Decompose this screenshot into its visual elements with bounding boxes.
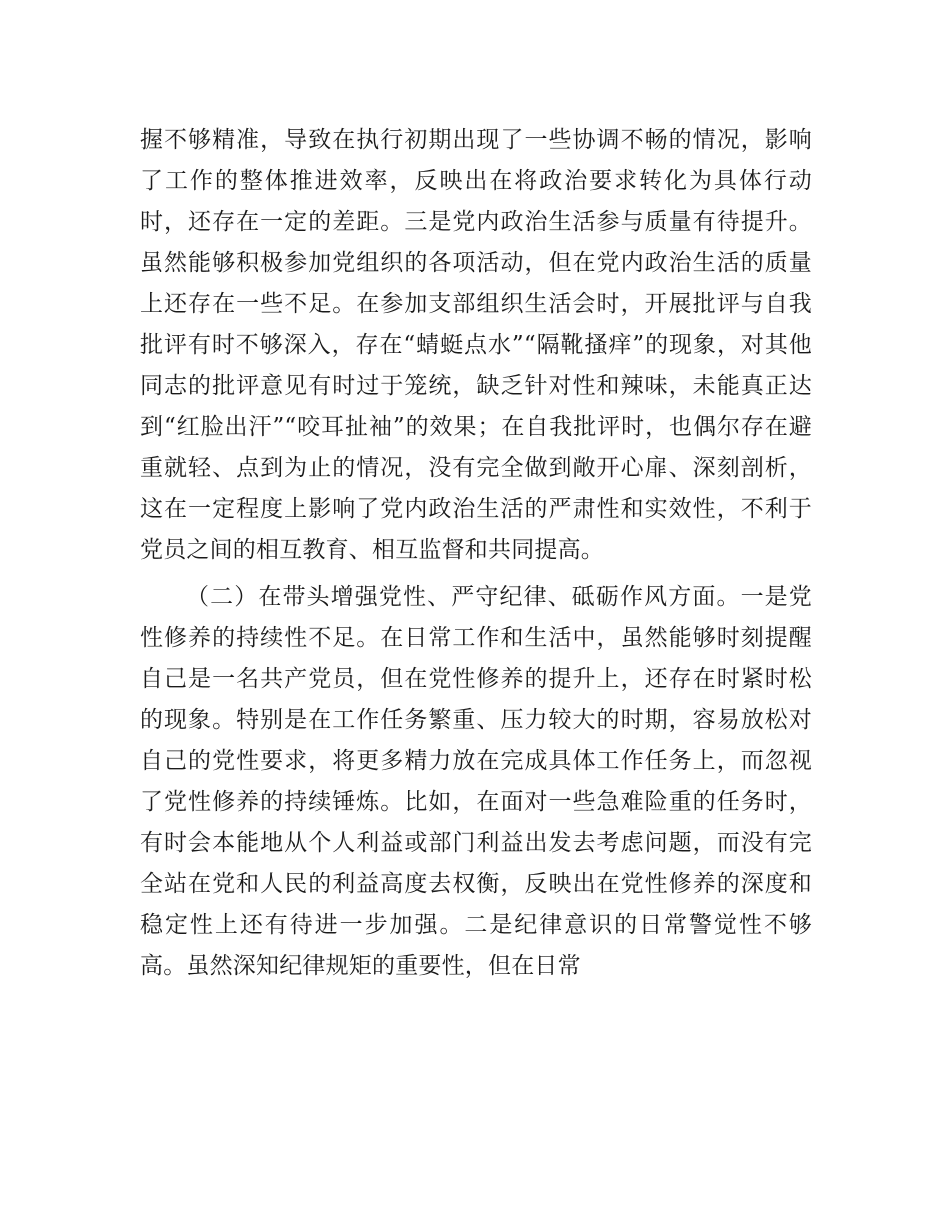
paragraph-continuation: 握不够精准，导致在执行初期出现了一些协调不畅的情况，影响了工作的整体推进效率，反映出在将政治要求转化为具体行动时，还存在一定的差距。三是党内政治生活参与质量有待提升。虽然能够积极参加党组织的各项活动，但在党内政治生活的质量上还存在一些不足。在参加支部组织生活会时，开展批评与自我批评有时不够深入，存在“蜻蜓点水”“隔靴搔痒”的现象，对其他同志的批评意见有时过于笼统，缺乏针对性和辣味，未能真正达到“红脸出汗”“咬耳扯袖”的效果；在自我批评时，也偶尔存在避重就轻、点到为止的情况，没有完全做到敞开心扉、深刻剖析，这在一定程度上影响了党内政治生活的严肃性和实效性，不利于党员之间的相互教育、相互监督和共同提高。 bbox=[140, 127, 812, 563]
paragraph-section-two: （二）在带头增强党性、严守纪律、砥砺作风方面。一是党性修养的持续性不足。在日常工作和生活中，虽然能够时刻提醒自己是一名共产党员，但在党性修养的提升上，还存在时紧时松的现象。特别是在工作任务繁重、压力较大的时期，容易放松对自己的党性要求，将更多精力放在完成具体工作任务上，而忽视了党性修养的持续锤炼。比如，在面对一些急难险重的任务时，有时会本能地从个人利益或部门利益出发去考虑问题，而没有完全站在党和人民的利益高度去权衡，反映出在党性修养的深度和稳定性上还有待进一步加强。二是纪律意识的日常警觉性不够高。虽然深知纪律规矩的重要性，但在日常 bbox=[140, 584, 812, 979]
document-body bbox=[140, 120, 812, 987]
